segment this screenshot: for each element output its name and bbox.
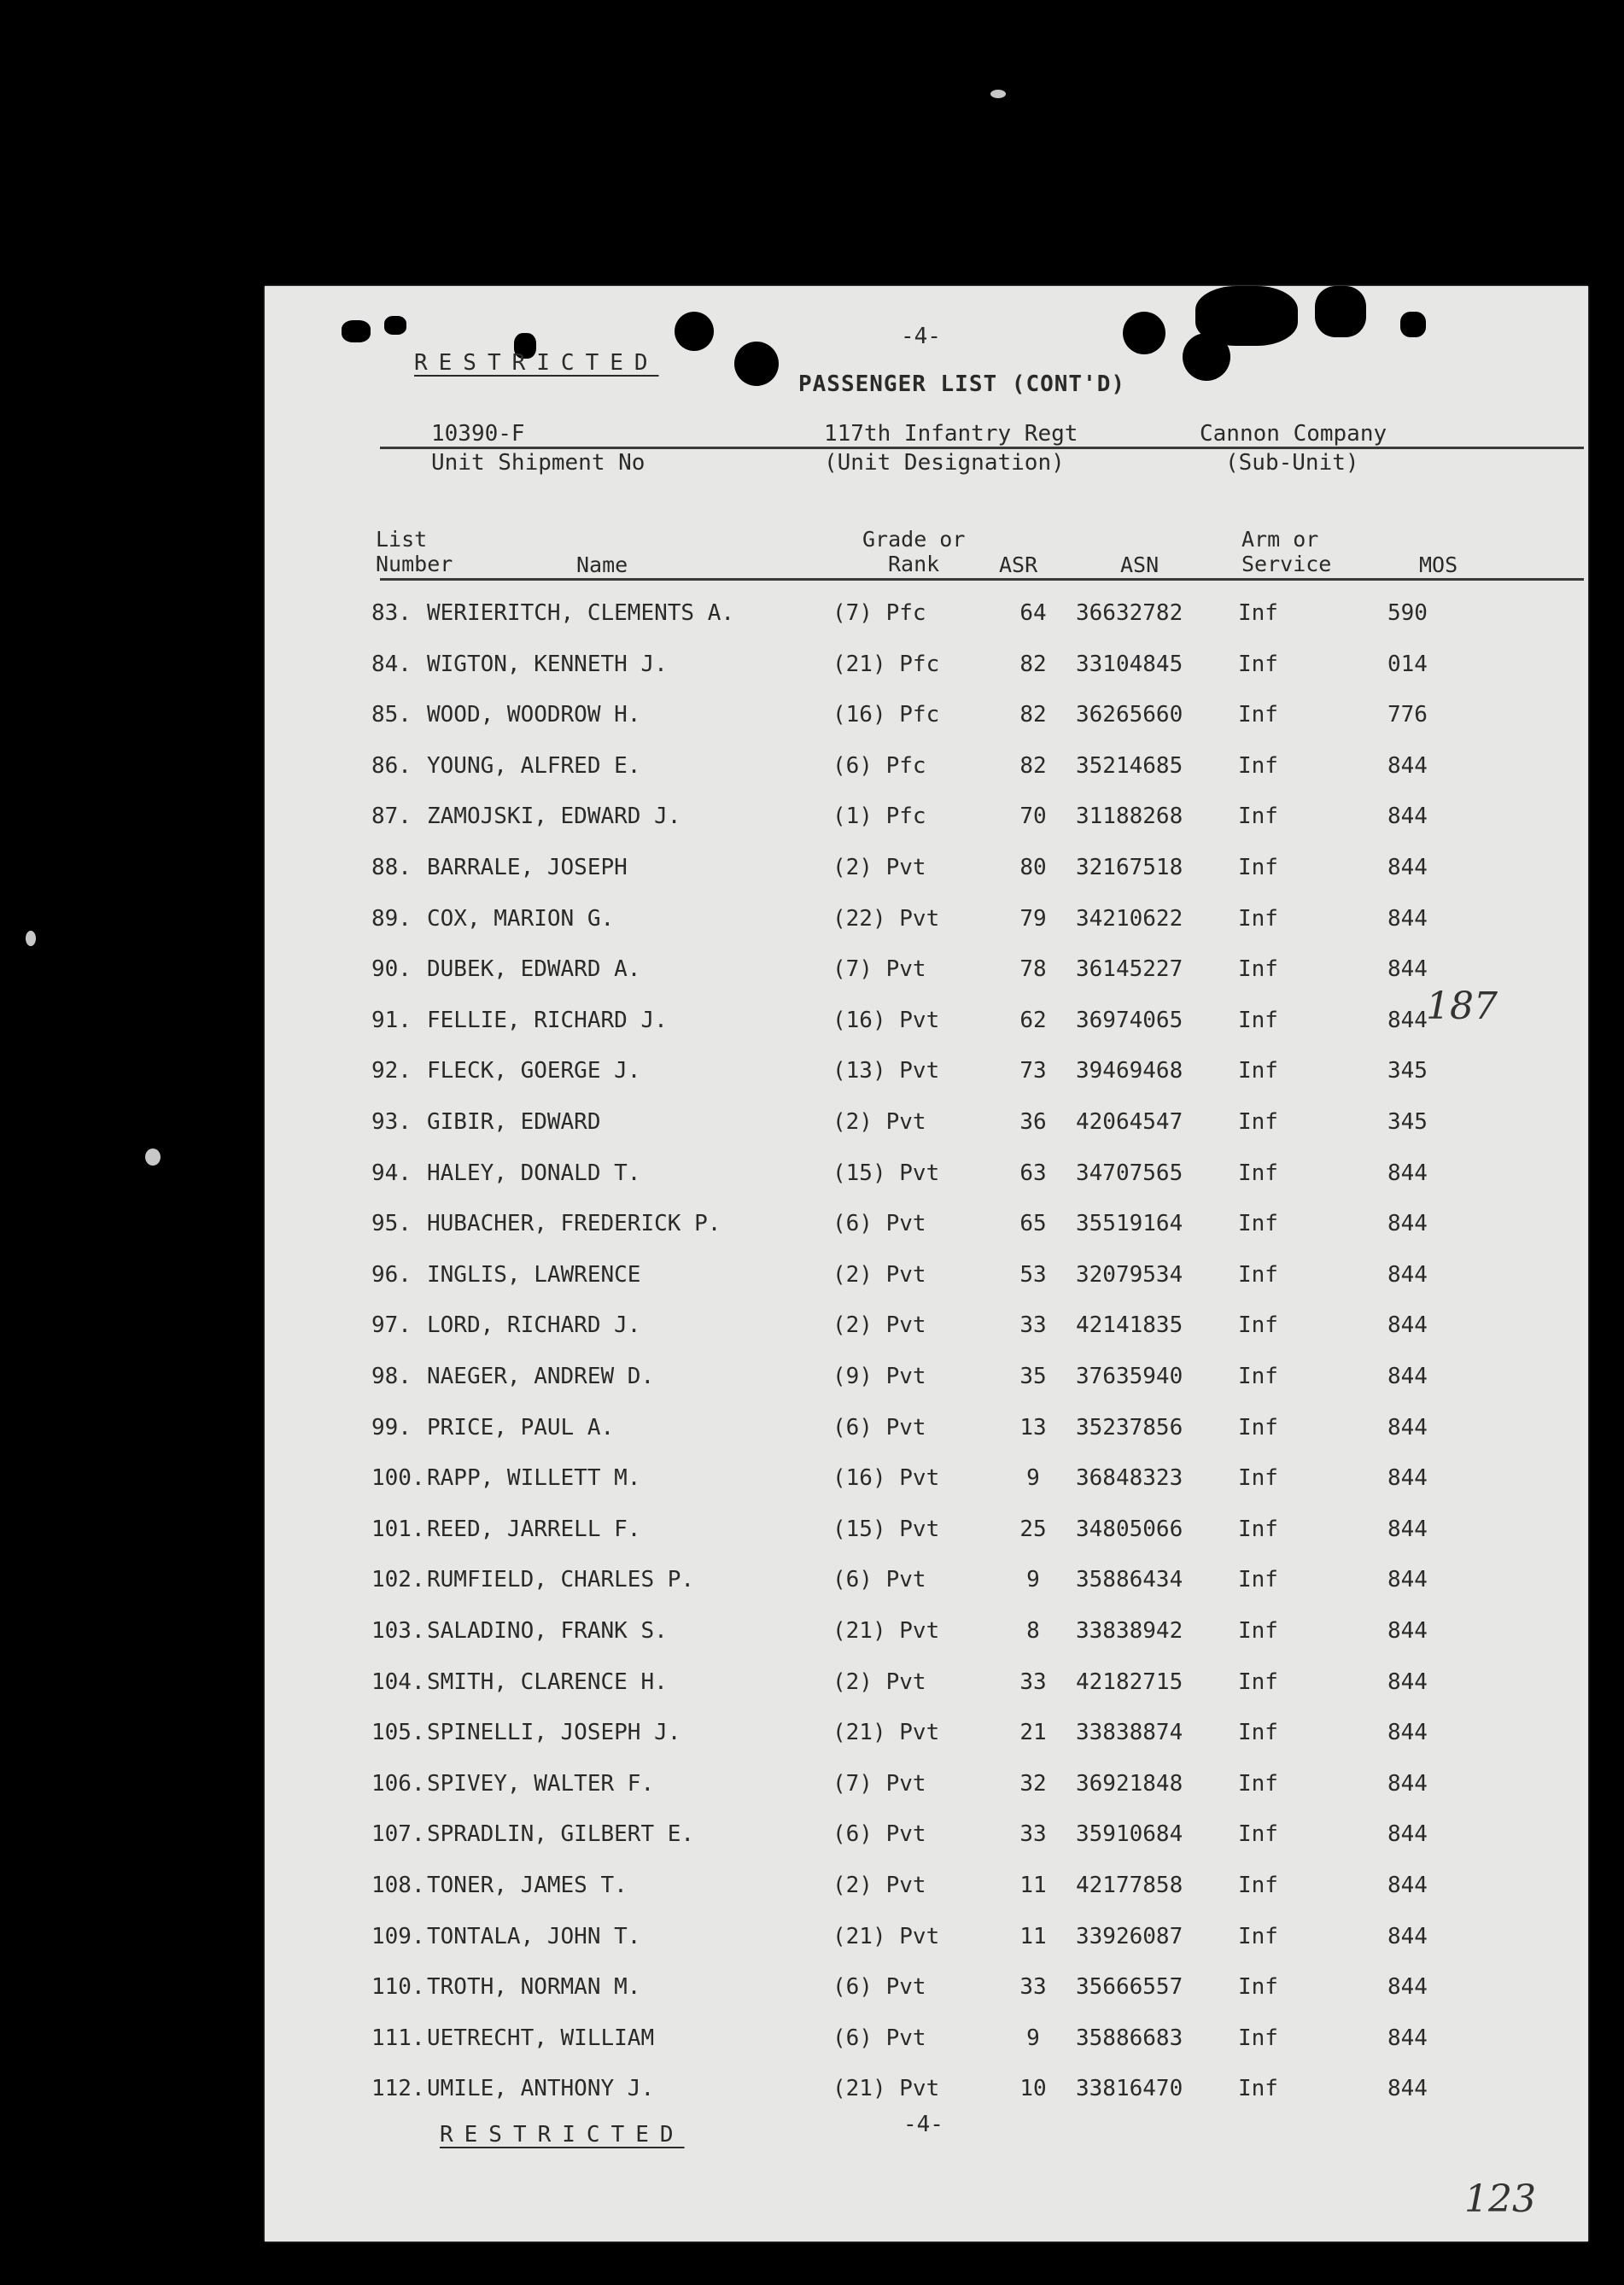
mos-cell: 844 <box>1387 1465 1428 1492</box>
torn-edge <box>1195 286 1298 346</box>
list-number-cell: 85. <box>371 702 412 728</box>
mos-cell: 345 <box>1387 1058 1428 1084</box>
arm-cell: Inf <box>1238 1058 1278 1084</box>
arm-cell: Inf <box>1238 956 1278 983</box>
name-cell: FLECK, GOERGE J. <box>427 1058 641 1084</box>
table-row <box>265 1567 1588 1618</box>
asn-cell: 35214685 <box>1076 752 1183 779</box>
asn-cell: 42064547 <box>1076 1109 1183 1135</box>
table-row <box>265 1821 1588 1873</box>
table-row <box>265 2025 1588 2077</box>
header-rule <box>380 447 1584 449</box>
table-row <box>265 804 1588 855</box>
grade-cell: (16) Pvt <box>832 1465 940 1492</box>
grade-cell: (2) Pvt <box>832 1261 926 1288</box>
asr-cell: 11 <box>1019 1873 1047 1898</box>
list-number-cell: 98. <box>371 1364 412 1389</box>
table-row <box>265 1924 1588 1975</box>
mos-cell: 844 <box>1387 1720 1428 1746</box>
grade-cell: (7) Pvt <box>832 956 926 983</box>
grade-cell: (7) Pfc <box>832 600 926 626</box>
arm-cell: Inf <box>1238 600 1278 626</box>
asn-cell: 33838942 <box>1076 1618 1183 1644</box>
name-cell: NAEGER, ANDREW D. <box>427 1364 655 1389</box>
list-number-cell: 90. <box>371 956 412 983</box>
asr-cell: 36 <box>1019 1109 1047 1135</box>
restricted-marking-bottom: RESTRICTED <box>440 2122 685 2148</box>
list-number-cell: 89. <box>371 905 412 932</box>
asr-cell: 9 <box>1026 2025 1040 2051</box>
asr-cell: 64 <box>1019 600 1047 626</box>
name-cell: SPIVEY, WALTER F. <box>427 1770 655 1797</box>
mos-cell: 014 <box>1387 651 1428 677</box>
grade-cell: (6) Pvt <box>832 1567 926 1593</box>
name-cell: UMILE, ANTHONY J. <box>427 2076 655 2102</box>
list-number-cell: 108. <box>371 1873 425 1898</box>
arm-cell: Inf <box>1238 2076 1278 2102</box>
grade-cell: (6) Pvt <box>832 1974 926 2001</box>
col-grade: Grade or Rank <box>862 527 966 576</box>
mos-cell: 844 <box>1387 752 1428 779</box>
table-row <box>265 1312 1588 1364</box>
name-cell: ZAMOJSKI, EDWARD J. <box>427 804 681 830</box>
shipment-number: 10390-F <box>431 421 525 447</box>
asn-cell: 31188268 <box>1076 804 1183 830</box>
list-number-cell: 107. <box>371 1821 425 1848</box>
table-row <box>265 1211 1588 1262</box>
name-cell: BARRALE, JOSEPH <box>427 855 628 880</box>
table-row <box>265 1415 1588 1466</box>
page-number-bottom: -4- <box>903 2112 943 2137</box>
asr-cell: 82 <box>1019 702 1047 728</box>
table-row <box>265 1008 1588 1059</box>
arm-cell: Inf <box>1238 1414 1278 1441</box>
table-row <box>265 1465 1588 1517</box>
asr-cell: 10 <box>1019 2076 1047 2102</box>
arm-cell: Inf <box>1238 855 1278 880</box>
name-cell: TONER, JAMES T. <box>427 1873 628 1898</box>
name-cell: DUBEK, EDWARD A. <box>427 956 641 983</box>
grade-cell: (2) Pvt <box>832 855 926 880</box>
table-row <box>265 702 1588 753</box>
grade-cell: (21) Pvt <box>832 1720 940 1746</box>
arm-cell: Inf <box>1238 1567 1278 1593</box>
name-cell: RUMFIELD, CHARLES P. <box>427 1567 695 1593</box>
arm-cell: Inf <box>1238 1312 1278 1339</box>
list-number-cell: 88. <box>371 855 412 880</box>
asn-cell: 33104845 <box>1076 651 1183 677</box>
asr-cell: 35 <box>1019 1364 1047 1389</box>
asn-cell: 33926087 <box>1076 1923 1183 1949</box>
document-page <box>265 286 1588 2241</box>
list-number-cell: 106. <box>371 1770 425 1797</box>
table-row <box>265 1364 1588 1415</box>
name-cell: YOUNG, ALFRED E. <box>427 752 641 779</box>
arm-cell: Inf <box>1238 1720 1278 1746</box>
arm-cell: Inf <box>1238 1465 1278 1492</box>
list-number-cell: 102. <box>371 1567 425 1593</box>
asr-cell: 32 <box>1019 1770 1047 1797</box>
grade-cell: (21) Pfc <box>832 651 940 677</box>
arm-cell: Inf <box>1238 1618 1278 1644</box>
mos-cell: 844 <box>1387 804 1428 830</box>
unit-designation: 117th Infantry Regt <box>824 421 1078 447</box>
mos-cell: 590 <box>1387 600 1428 626</box>
table-row <box>265 600 1588 652</box>
unit-label: (Unit Designation) <box>824 450 1065 476</box>
asr-cell: 33 <box>1019 1821 1047 1848</box>
mos-cell: 844 <box>1387 1770 1428 1797</box>
col-mos: MOS <box>1419 552 1458 577</box>
mos-cell: 844 <box>1387 2025 1428 2051</box>
grade-cell: (6) Pvt <box>832 2025 926 2051</box>
mos-cell: 844 <box>1387 1007 1428 1033</box>
name-cell: SALADINO, FRANK S. <box>427 1618 668 1644</box>
sub-unit: Cannon Company <box>1200 421 1387 447</box>
asn-cell: 35886434 <box>1076 1567 1183 1593</box>
mos-cell: 844 <box>1387 855 1428 880</box>
name-cell: HUBACHER, FREDERICK P. <box>427 1211 721 1237</box>
grade-cell: (7) Pvt <box>832 1770 926 1797</box>
punch-hole <box>675 312 714 351</box>
arm-cell: Inf <box>1238 1364 1278 1389</box>
list-number-cell: 83. <box>371 600 412 626</box>
handwritten-annotation: 187 <box>1426 985 1498 1028</box>
mos-cell: 345 <box>1387 1109 1428 1135</box>
asr-cell: 65 <box>1019 1211 1047 1237</box>
mos-cell: 844 <box>1387 1414 1428 1441</box>
arm-cell: Inf <box>1238 1160 1278 1186</box>
list-number-cell: 84. <box>371 651 412 677</box>
asn-cell: 36265660 <box>1076 702 1183 728</box>
asr-cell: 78 <box>1019 956 1047 983</box>
list-number-cell: 96. <box>371 1261 412 1288</box>
list-number-cell: 105. <box>371 1720 425 1746</box>
arm-cell: Inf <box>1238 804 1278 830</box>
mos-cell: 844 <box>1387 905 1428 932</box>
asr-cell: 73 <box>1019 1058 1047 1084</box>
name-cell: SMITH, CLARENCE H. <box>427 1668 668 1695</box>
mos-cell: 844 <box>1387 1516 1428 1542</box>
sub-unit-label: (Sub-Unit) <box>1225 450 1359 476</box>
asr-cell: 70 <box>1019 804 1047 830</box>
mos-cell: 844 <box>1387 1211 1428 1237</box>
list-number-cell: 100. <box>371 1465 425 1492</box>
name-cell: LORD, RICHARD J. <box>427 1312 641 1339</box>
arm-cell: Inf <box>1238 651 1278 677</box>
name-cell: GIBIR, EDWARD <box>427 1109 601 1135</box>
restricted-marking-top: RESTRICTED <box>414 350 659 376</box>
grade-cell: (6) Pfc <box>832 752 926 779</box>
arm-cell: Inf <box>1238 1211 1278 1237</box>
column-header-rule <box>380 578 1584 581</box>
list-number-cell: 103. <box>371 1618 425 1644</box>
grade-cell: (21) Pvt <box>832 1618 940 1644</box>
asn-cell: 39469468 <box>1076 1058 1183 1084</box>
asn-cell: 33838874 <box>1076 1720 1183 1746</box>
arm-cell: Inf <box>1238 1923 1278 1949</box>
name-cell: COX, MARION G. <box>427 905 615 932</box>
name-cell: TROTH, NORMAN M. <box>427 1974 641 2001</box>
scan-speck <box>145 1148 161 1166</box>
asn-cell: 35886683 <box>1076 2025 1183 2051</box>
arm-cell: Inf <box>1238 1109 1278 1135</box>
grade-cell: (1) Pfc <box>832 804 926 830</box>
asr-cell: 9 <box>1026 1567 1040 1593</box>
asn-cell: 42182715 <box>1076 1668 1183 1695</box>
torn-edge <box>1315 286 1366 337</box>
asr-cell: 33 <box>1019 1974 1047 2001</box>
shipment-label: Unit Shipment No <box>431 450 646 476</box>
col-list-number: List Number <box>376 527 453 576</box>
arm-cell: Inf <box>1238 1261 1278 1288</box>
mos-cell: 844 <box>1387 1821 1428 1848</box>
asn-cell: 32167518 <box>1076 855 1183 880</box>
asn-cell: 35519164 <box>1076 1211 1183 1237</box>
list-number-cell: 86. <box>371 752 412 779</box>
list-number-cell: 92. <box>371 1058 412 1084</box>
mos-cell: 844 <box>1387 1160 1428 1186</box>
ink-blot <box>384 316 406 335</box>
asn-cell: 32079534 <box>1076 1261 1183 1288</box>
mos-cell: 844 <box>1387 1261 1428 1288</box>
list-number-cell: 93. <box>371 1109 412 1135</box>
table-row <box>265 1720 1588 1771</box>
mos-cell: 844 <box>1387 1567 1428 1593</box>
asn-cell: 35237856 <box>1076 1414 1183 1441</box>
arm-cell: Inf <box>1238 1821 1278 1848</box>
asn-cell: 33816470 <box>1076 2076 1183 2102</box>
grade-cell: (16) Pvt <box>832 1007 940 1033</box>
table-row <box>265 1771 1588 1822</box>
mos-cell: 844 <box>1387 1312 1428 1339</box>
arm-cell: Inf <box>1238 1770 1278 1797</box>
table-row <box>265 1873 1588 1924</box>
asn-cell: 34210622 <box>1076 905 1183 932</box>
grade-cell: (15) Pvt <box>832 1516 940 1542</box>
arm-cell: Inf <box>1238 1668 1278 1695</box>
table-row <box>265 753 1588 804</box>
name-cell: WERIERITCH, CLEMENTS A. <box>427 600 735 626</box>
asr-cell: 53 <box>1019 1261 1047 1288</box>
asn-cell: 34707565 <box>1076 1160 1183 1186</box>
table-row <box>265 1058 1588 1109</box>
table-row <box>265 1669 1588 1721</box>
arm-cell: Inf <box>1238 1873 1278 1898</box>
list-number-cell: 112. <box>371 2076 425 2102</box>
list-number-cell: 101. <box>371 1516 425 1542</box>
mos-cell: 844 <box>1387 1873 1428 1898</box>
grade-cell: (16) Pfc <box>832 702 940 728</box>
asn-cell: 36848323 <box>1076 1465 1183 1492</box>
grade-cell: (6) Pvt <box>832 1821 926 1848</box>
asn-cell: 42177858 <box>1076 1873 1183 1898</box>
asn-cell: 34805066 <box>1076 1516 1183 1542</box>
table-row <box>265 1974 1588 2025</box>
asr-cell: 25 <box>1019 1516 1047 1542</box>
asr-cell: 79 <box>1019 905 1047 932</box>
grade-cell: (6) Pvt <box>832 1211 926 1237</box>
asn-cell: 36145227 <box>1076 956 1183 983</box>
asr-cell: 11 <box>1019 1923 1047 1949</box>
table-row <box>265 906 1588 957</box>
table-row <box>265 1109 1588 1160</box>
list-number-cell: 104. <box>371 1668 425 1695</box>
punch-hole <box>1123 312 1165 354</box>
col-arm: Arm or Service <box>1241 527 1332 576</box>
asn-cell: 36974065 <box>1076 1007 1183 1033</box>
torn-edge <box>1400 312 1426 337</box>
table-row <box>265 1262 1588 1313</box>
name-cell: HALEY, DONALD T. <box>427 1160 641 1186</box>
arm-cell: Inf <box>1238 702 1278 728</box>
list-number-cell: 91. <box>371 1007 412 1033</box>
asr-cell: 33 <box>1019 1312 1047 1339</box>
asr-cell: 82 <box>1019 752 1047 779</box>
table-row <box>265 1160 1588 1212</box>
list-number-cell: 95. <box>371 1211 412 1237</box>
asn-cell: 35910684 <box>1076 1821 1183 1848</box>
col-asn: ASN <box>1120 552 1160 577</box>
arm-cell: Inf <box>1238 905 1278 932</box>
list-number-cell: 111. <box>371 2025 425 2051</box>
table-row <box>265 1517 1588 1568</box>
col-name: Name <box>576 552 628 577</box>
asn-cell: 42141835 <box>1076 1312 1183 1339</box>
list-number-cell: 110. <box>371 1974 425 2001</box>
mos-cell: 844 <box>1387 2076 1428 2102</box>
grade-cell: (13) Pvt <box>832 1058 940 1084</box>
grade-cell: (22) Pvt <box>832 905 940 932</box>
name-cell: SPRADLIN, GILBERT E. <box>427 1821 695 1848</box>
name-cell: TONTALA, JOHN T. <box>427 1923 641 1949</box>
table-row <box>265 1618 1588 1669</box>
mos-cell: 844 <box>1387 1618 1428 1644</box>
handwritten-page-number: 123 <box>1464 2177 1536 2221</box>
asr-cell: 33 <box>1019 1668 1047 1695</box>
name-cell: FELLIE, RICHARD J. <box>427 1007 668 1033</box>
table-row <box>265 855 1588 906</box>
name-cell: SPINELLI, JOSEPH J. <box>427 1720 681 1746</box>
mos-cell: 844 <box>1387 1923 1428 1949</box>
grade-cell: (21) Pvt <box>832 2076 940 2102</box>
name-cell: WIGTON, KENNETH J. <box>427 651 668 677</box>
arm-cell: Inf <box>1238 1007 1278 1033</box>
grade-cell: (6) Pvt <box>832 1414 926 1441</box>
asr-cell: 8 <box>1026 1618 1040 1644</box>
asn-cell: 35666557 <box>1076 1974 1183 2001</box>
asr-cell: 21 <box>1019 1720 1047 1746</box>
name-cell: WOOD, WOODROW H. <box>427 702 641 728</box>
asr-cell: 9 <box>1026 1465 1040 1492</box>
mos-cell: 844 <box>1387 1364 1428 1389</box>
arm-cell: Inf <box>1238 2025 1278 2051</box>
asn-cell: 36632782 <box>1076 600 1183 626</box>
asr-cell: 63 <box>1019 1160 1047 1186</box>
list-number-cell: 97. <box>371 1312 412 1339</box>
grade-cell: (2) Pvt <box>832 1312 926 1339</box>
asr-cell: 62 <box>1019 1007 1047 1033</box>
grade-cell: (2) Pvt <box>832 1668 926 1695</box>
asr-cell: 80 <box>1019 855 1047 880</box>
ink-blot <box>342 320 371 342</box>
asr-cell: 13 <box>1019 1414 1047 1441</box>
name-cell: INGLIS, LAWRENCE <box>427 1261 641 1288</box>
arm-cell: Inf <box>1238 752 1278 779</box>
mos-cell: 844 <box>1387 1974 1428 2001</box>
arm-cell: Inf <box>1238 1516 1278 1542</box>
scan-speck <box>26 931 36 946</box>
grade-cell: (21) Pvt <box>832 1923 940 1949</box>
asn-cell: 37635940 <box>1076 1364 1183 1389</box>
grade-cell: (2) Pvt <box>832 1873 926 1898</box>
scan-speck <box>990 90 1006 98</box>
grade-cell: (2) Pvt <box>832 1109 926 1135</box>
document-title: PASSENGER LIST (CONT'D) <box>798 371 1126 397</box>
table-row <box>265 956 1588 1008</box>
name-cell: RAPP, WILLETT M. <box>427 1465 641 1492</box>
mos-cell: 844 <box>1387 1668 1428 1695</box>
list-number-cell: 109. <box>371 1923 425 1949</box>
mos-cell: 776 <box>1387 702 1428 728</box>
name-cell: PRICE, PAUL A. <box>427 1414 615 1441</box>
page-number-top: -4- <box>901 324 941 349</box>
name-cell: REED, JARRELL F. <box>427 1516 641 1542</box>
list-number-cell: 87. <box>371 804 412 830</box>
list-number-cell: 99. <box>371 1414 412 1441</box>
list-number-cell: 94. <box>371 1160 412 1186</box>
grade-cell: (9) Pvt <box>832 1364 926 1389</box>
punch-hole <box>734 342 779 386</box>
mos-cell: 844 <box>1387 956 1428 983</box>
asn-cell: 36921848 <box>1076 1770 1183 1797</box>
table-row <box>265 652 1588 703</box>
col-asr: ASR <box>999 552 1038 577</box>
asr-cell: 82 <box>1019 651 1047 677</box>
name-cell: UETRECHT, WILLIAM <box>427 2025 655 2051</box>
grade-cell: (15) Pvt <box>832 1160 940 1186</box>
arm-cell: Inf <box>1238 1974 1278 2001</box>
